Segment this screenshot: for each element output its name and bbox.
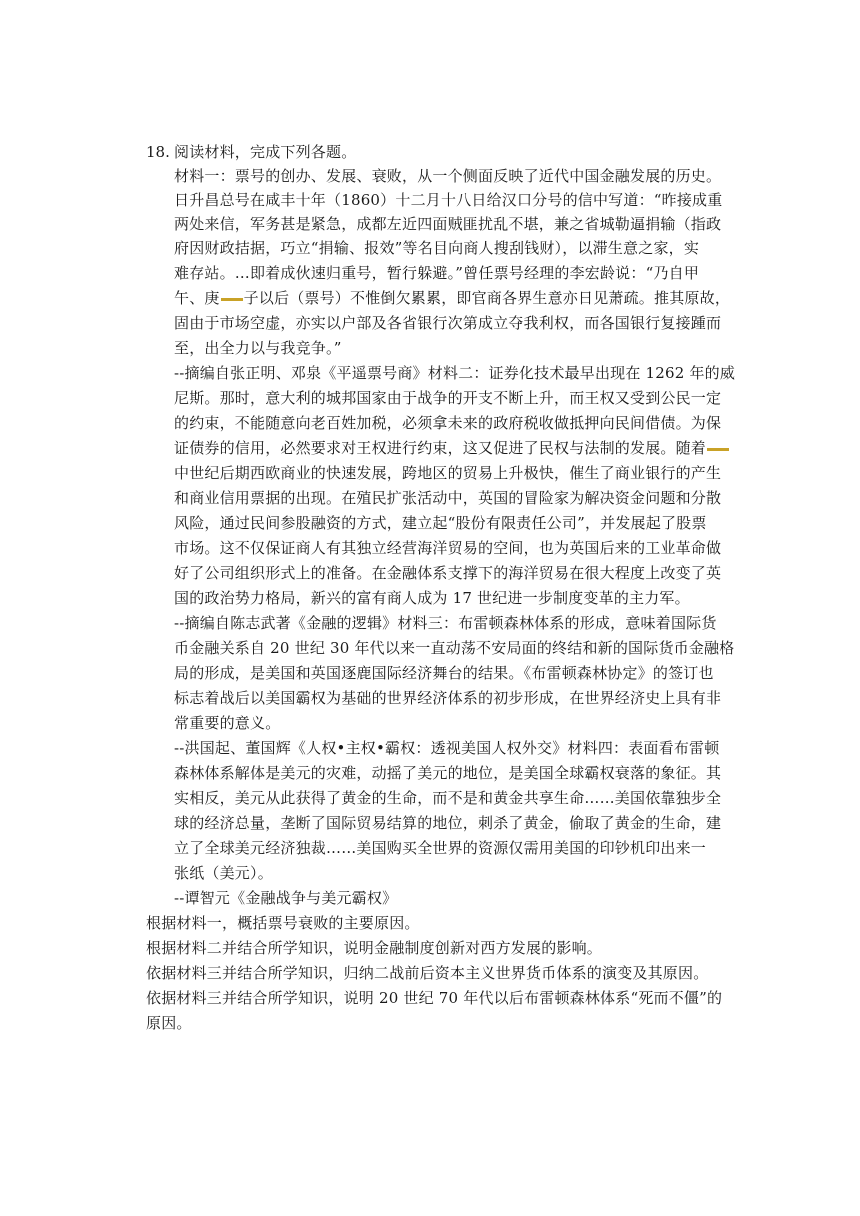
task-1: 根据材料一，概括票号衰败的主要原因。 [146, 914, 420, 932]
material-line: 材料一：票号的创办、发展、衰败，从一个侧面反映了近代中国金融发展的历史。 [174, 167, 722, 185]
material-line: 国的政治势力格局，新兴的富有商人成为 17 世纪进一步制度变革的主力军。 [174, 589, 690, 607]
material-line: 常重要的意义。 [174, 714, 281, 732]
material-line: 难存站。…即着成伙速归重号，暂行躲避。”曾任票号经理的李宏龄说：“乃自甲 [174, 264, 700, 282]
question-instruction: 阅读材料，完成下列各题。 [174, 143, 357, 161]
task-4-continued: 原因。 [146, 1014, 192, 1032]
material-line: 和商业信用票据的出现。在殖民扩张活动中，英国的冒险家为解决资金问题和分散 [174, 489, 722, 507]
material-line-with-mark [174, 436, 730, 460]
material-line: 市场。这不仅保证商人有其独立经营海洋贸易的空间，也为英国后来的工业革命做 [174, 539, 722, 557]
material-line: 局的形成，是美国和英国逐鹿国际经济舞台的结果。《布雷顿森林协定》的签订也 [174, 664, 714, 682]
highlight-mark [221, 298, 243, 301]
material-line: 球的经济总量，垄断了国际贸易结算的地位，刺杀了黄金，偷取了黄金的生命，建 [174, 814, 722, 832]
task-4: 依据材料三并结合所学知识，说明 20 世纪 70 年代以后布雷顿森林体系“死而不僵”的 [146, 989, 723, 1007]
material-line: 风险，通过民间参股融资的方式，建立起“股份有限责任公司”，并发展起了股票 [174, 514, 707, 532]
material-line: 币金融关系自 20 世纪 30 年代以来一直动荡不安局面的终结和新的国际货币金融格 [174, 639, 735, 657]
material-line: 固由于市场空虚，亦实以户部及各省银行次第成立夺我利权，而各国银行复接踵而 [174, 314, 722, 332]
question-number: 18. [146, 143, 170, 161]
material-line: 两处来信，军务甚是紧急，成都左近四面贼匪扰乱不堪，兼之省城勒逼捐输（指政 [174, 215, 722, 233]
material-line: 至，出全力以与我竞争。” [174, 339, 342, 357]
material-source-line: --摘编自张正明、邓泉《平遥票号商》材料二：证券化技术最早出现在 1262 年的威 [174, 364, 736, 382]
material-line: 实相反，美元从此获得了黄金的生命，而不是和黄金共享生命……美国依靠独步全 [174, 789, 722, 807]
material-line: 立了全球美元经济独裁……美国购买全世界的资源仅需用美国的印钞机印出来一 [174, 839, 707, 857]
text-fragment: 午、庚 [174, 289, 220, 307]
material-source-line: --谭智元《金融战争与美元霸权》 [174, 889, 398, 907]
highlight-mark [707, 448, 729, 451]
material-line: 日升昌总号在咸丰十年（1860）十二月十八日给汉口分号的信中写道：“昨接成重 [174, 191, 723, 209]
material-source-line: --洪国起、董国辉《人权•主权•霸权：透视美国人权外交》材料四：表面看布雷顿 [174, 739, 720, 757]
material-line: 张纸（美元）。 [174, 864, 273, 882]
material-line: 好了公司组织形式上的准备。在金融体系支撑下的海洋贸易在很大程度上改变了英 [174, 564, 722, 582]
material-line: 尼斯。那时，意大利的城邦国家由于战争的开支不断上升，而王权又受到公民一定 [174, 389, 722, 407]
text-fragment: 证债券的信用，必然要求对王权进行约束，这又促进了民权与法制的发展。随着 [174, 439, 707, 457]
text-fragment: 子以后（票号）不惟倒欠累累，即官商各界生意亦日见萧疏。推其原故， [243, 289, 731, 307]
material-line: 森林体系解体是美元的灾难，动摇了美元的地位，是美国全球霸权衰落的象征。其 [174, 764, 722, 782]
material-source-line: --摘编自陈志武著《金融的逻辑》材料三：布雷顿森林体系的形成，意味着国际货 [174, 614, 717, 632]
material-line: 府因财政拮据，巧立“捐输、报效”等名目向商人搜刮钱财），以滞生意之家，实 [174, 239, 700, 257]
material-line-with-mark [174, 286, 730, 310]
task-2: 根据材料二并结合所学知识，说明金融制度创新对西方发展的影响。 [146, 939, 603, 957]
material-line: 标志着战后以美国霸权为基础的世界经济体系的初步形成，在世界经济史上具有非 [174, 689, 722, 707]
material-line: 的约束，不能随意向老百姓加税，必须拿未来的政府税收做抵押向民间借债。为保 [174, 414, 722, 432]
task-3: 依据材料三并结合所学知识，归纳二战前后资本主义世界货币体系的演变及其原因。 [146, 964, 709, 982]
material-line: 中世纪后期西欧商业的快速发展，跨地区的贸易上升极快，催生了商业银行的产生 [174, 464, 722, 482]
